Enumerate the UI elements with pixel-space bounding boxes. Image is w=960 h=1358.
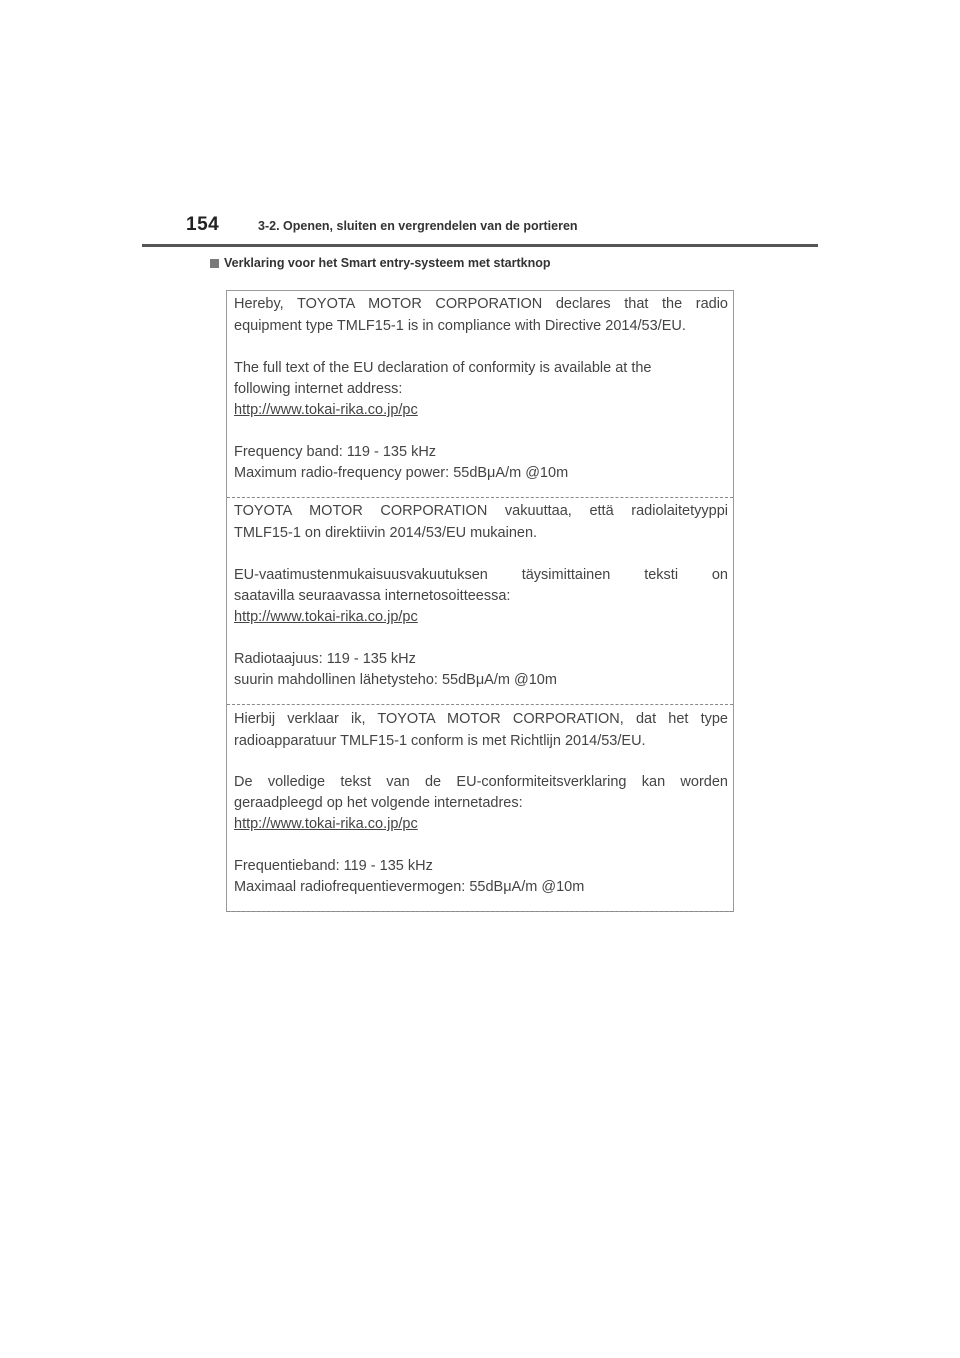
frequency-band-text: Frequency band: 119 - 135 kHz bbox=[234, 444, 437, 460]
section-title: Verklaring voor het Smart entry-systeem met startknop bbox=[224, 256, 551, 270]
block-divider bbox=[227, 497, 733, 498]
declaration-text-line-2: saatavilla seuraavassa internetosoitteessa: bbox=[234, 588, 511, 604]
chapter-title: 3-2. Openen, sluiten en vergrendelen van de portieren bbox=[258, 219, 578, 233]
page-number: 154 bbox=[186, 214, 220, 235]
block-divider bbox=[227, 704, 733, 705]
declaration-url-link[interactable]: http://www.tokai-rika.co.jp/pc bbox=[234, 402, 418, 418]
declaration-text-line-1: EU-vaatimustenmukaisuusvakuutuksen täysimittainen teksti on bbox=[234, 567, 728, 583]
block-divider bbox=[227, 911, 733, 912]
max-power-text: Maximum radio-frequency power: 55dBμA/m @10m bbox=[234, 465, 569, 481]
declaration-text-line-1: De volledige tekst van de EU-conformiteitsverklaring kan worden bbox=[234, 774, 728, 790]
header-rule bbox=[142, 244, 818, 247]
declaration-intro-line-1: Hereby, TOYOTA MOTOR CORPORATION declares that the radio bbox=[234, 296, 728, 312]
declaration-text-line-1: The full text of the EU declaration of conformity is available at the bbox=[234, 360, 652, 376]
declaration-intro-line-2: TMLF15-1 on direktiivin 2014/53/EU mukainen. bbox=[234, 525, 538, 541]
declaration-text-line-2: following internet address: bbox=[234, 381, 403, 397]
section-heading bbox=[210, 256, 551, 270]
frequency-band-text: Radiotaajuus: 119 - 135 kHz bbox=[234, 651, 416, 667]
declaration-text-line-2: geraadpleegd op het volgende internetadres: bbox=[234, 795, 523, 811]
declaration-intro-line-1: TOYOTA MOTOR CORPORATION vakuuttaa, että radiolaitetyyppi bbox=[234, 503, 728, 519]
declaration-intro-line-2: equipment type TMLF15-1 is in compliance with Directive 2014/53/EU. bbox=[234, 318, 686, 334]
declaration-url-link[interactable]: http://www.tokai-rika.co.jp/pc bbox=[234, 816, 418, 832]
max-power-text: suurin mahdollinen lähetysteho: 55dBμA/m @10m bbox=[234, 672, 557, 688]
max-power-text: Maximaal radiofrequentievermogen: 55dBμA/m @10m bbox=[234, 879, 585, 895]
declaration-url-link[interactable]: http://www.tokai-rika.co.jp/pc bbox=[234, 609, 418, 625]
square-bullet-icon bbox=[210, 259, 219, 268]
declaration-intro-line-2: radioapparatuur TMLF15-1 conform is met Richtlijn 2014/53/EU. bbox=[234, 733, 646, 749]
frequency-band-text: Frequentieband: 119 - 135 kHz bbox=[234, 858, 433, 874]
declaration-box bbox=[226, 290, 734, 912]
declaration-intro-line-1: Hierbij verklaar ik, TOYOTA MOTOR CORPORATION, dat het type bbox=[234, 711, 728, 727]
